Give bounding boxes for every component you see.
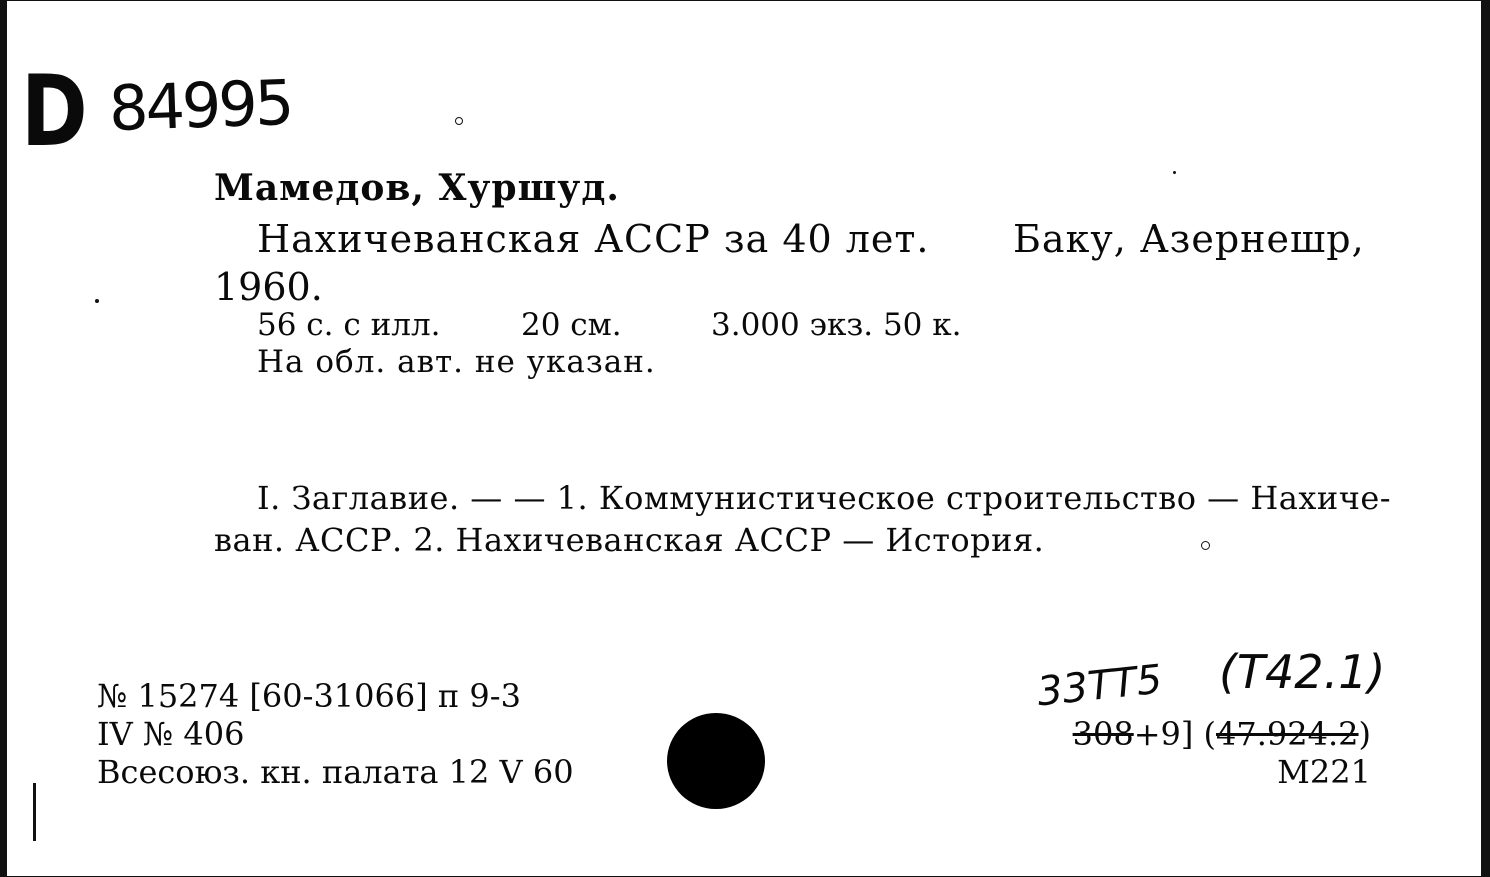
collation-print-run: 3.000 экз. 50 к. — [711, 307, 962, 343]
call-number-prefix: D — [21, 55, 88, 169]
struck-number: 308 — [1072, 715, 1134, 753]
classification-close: ) — [1358, 715, 1371, 753]
printer-chamber-line: Всесоюз. кн. палата 12 V 60 — [97, 753, 574, 791]
subject-tracing-line: ван. АССР. 2. Нахичеванская АССР — История. — [214, 521, 1045, 559]
classification-text: +9] ( — [1133, 715, 1217, 753]
author-heading: Мамедов, Хуршуд. — [214, 167, 620, 209]
speck — [1201, 541, 1210, 550]
struck-classification: 47.924.2 — [1216, 715, 1359, 753]
call-number: 84995 — [107, 65, 293, 146]
subject-tracing-line: I. Заглавие. — — 1. Коммунистическое строительство — Нахиче- — [257, 479, 1392, 517]
speck — [95, 299, 99, 303]
publication-year: 1960. — [214, 265, 323, 309]
punch-hole — [667, 713, 765, 809]
speck — [1173, 171, 1176, 174]
imprint: Баку, Азернешр, — [1013, 217, 1365, 261]
catalog-code: М221 — [1277, 753, 1371, 791]
book-title: Нахичеванская АССР за 40 лет. — [257, 217, 930, 261]
printer-number-line: IV № 406 — [97, 715, 245, 753]
handwritten-annotation: 33ТТ5 — [1034, 656, 1165, 716]
printer-number-line: № 15274 [60-31066] п 9-3 — [97, 677, 521, 715]
handwritten-annotation: (Т42.1) — [1219, 645, 1386, 699]
collation-pages: 56 с. с илл. — [257, 307, 441, 343]
bibliographic-note: На обл. авт. не указан. — [257, 344, 656, 380]
margin-mark — [33, 783, 36, 841]
speck — [455, 117, 463, 125]
classification-line — [1073, 715, 1371, 753]
collation-size: 20 см. — [521, 307, 622, 343]
